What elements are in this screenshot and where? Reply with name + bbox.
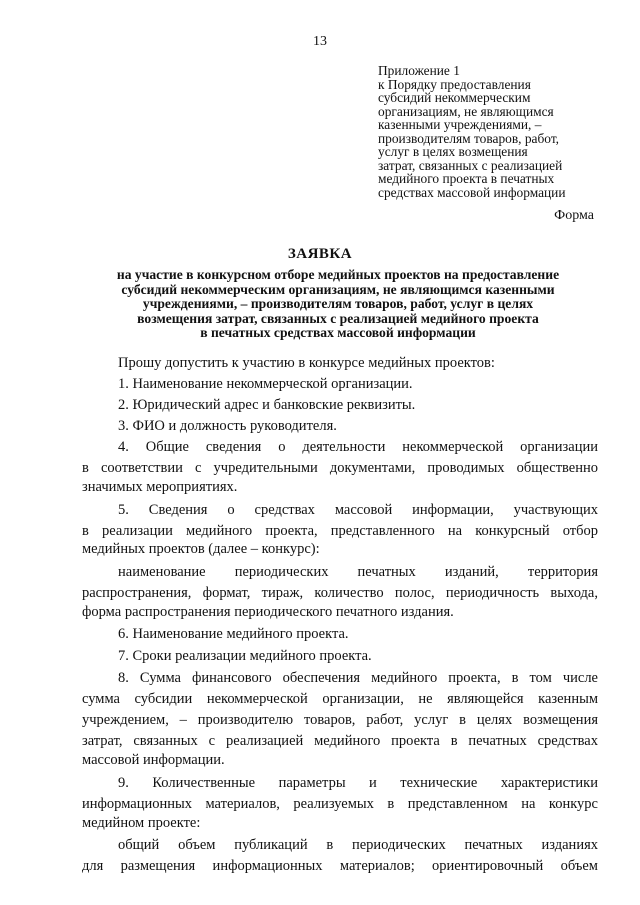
annex-line: услуг в целях возмещения <box>378 144 528 159</box>
annex-line: к Порядку предоставления <box>378 76 531 92</box>
body-line: медийных проектов (далее – конкурс): <box>82 541 320 557</box>
subtitle-line: возмещения затрат, связанных с реализацией медийного проекта <box>137 310 539 326</box>
annex-line: казенными учреждениями, – <box>378 117 542 132</box>
annex-line: Приложение 1 <box>378 63 460 78</box>
annex-block <box>378 64 628 199</box>
body-line: распространения, формат, тираж, количество полос, периодичность выхода, <box>82 585 598 601</box>
annex-line: организациям, не являющимся <box>378 103 554 119</box>
body-line: 7. Сроки реализации медийного проекта. <box>118 648 372 664</box>
form-label: Форма <box>554 208 594 223</box>
page-number: 13 <box>313 34 327 49</box>
body-line: информационных материалов, реализуемых в представленном на конкурс <box>82 796 598 812</box>
body-line: Прошу допустить к участию в конкурсе медийных проектов: <box>118 355 495 371</box>
annex-line: субсидий некоммерческим <box>378 90 531 105</box>
body-line: наименование периодических печатных изданий, территория <box>118 564 598 580</box>
document-title: ЗАЯВКА <box>287 246 353 262</box>
body-line: 6. Наименование медийного проекта. <box>118 626 349 642</box>
body-line: 5. Сведения о средствах массовой информации, участвующих <box>118 502 598 518</box>
body-line: 1. Наименование некоммерческой организации. <box>118 376 413 392</box>
body-line: 3. ФИО и должность руководителя. <box>118 418 337 434</box>
body-line: в соответствии с учредительными документами, проводимых общественно <box>82 460 598 476</box>
annex-line: средствах массовой информации <box>378 184 566 200</box>
body-line: для размещения информационных материалов; ориентировочный объем <box>82 858 598 874</box>
body-line: 4. Общие сведения о деятельности некоммерческой организации <box>118 439 598 455</box>
subtitle-line: учреждениями, – производителям товаров, работ, услуг в целях <box>142 296 534 311</box>
annex-line: медийного проекта в печатных <box>378 171 555 186</box>
body-line: медийном проекте: <box>82 815 201 831</box>
annex-line: производителям товаров, работ, <box>378 130 560 146</box>
body-line: 9. Количественные параметры и технические характеристики <box>118 775 598 791</box>
body-line: учреждением, – производителю товаров, работ, услуг в целях возмещения <box>82 712 598 728</box>
subtitle-line: в печатных средствах массовой информации <box>200 325 476 340</box>
body-line: значимых мероприятиях. <box>82 479 238 495</box>
document-subtitle <box>60 268 616 341</box>
body-line: 2. Юридический адрес и банковские реквизиты. <box>118 397 416 413</box>
annex-line: затрат, связанных с реализацией <box>378 157 563 173</box>
body-line: в реализации медийного проекта, представленного на конкурсный отбор <box>82 523 598 539</box>
body-line: массовой информации. <box>82 752 225 768</box>
body-line: форма распространения периодического печатного издания. <box>82 604 454 620</box>
body-line: затрат, связанных с реализацией медийного проекта в печатных средствах <box>82 733 598 749</box>
body-line: 8. Сумма финансового обеспечения медийного проекта, в том числе <box>118 670 598 686</box>
body-line: сумма субсидии некоммерческой организации, не являющейся казенным <box>82 691 598 707</box>
subtitle-line: субсидий некоммерческим организациям, не являющимся казенными <box>121 281 555 297</box>
subtitle-line: на участие в конкурсном отборе медийных проектов на предоставление <box>116 267 560 282</box>
body-line: общий объем публикаций в периодических печатных изданиях <box>118 837 598 853</box>
